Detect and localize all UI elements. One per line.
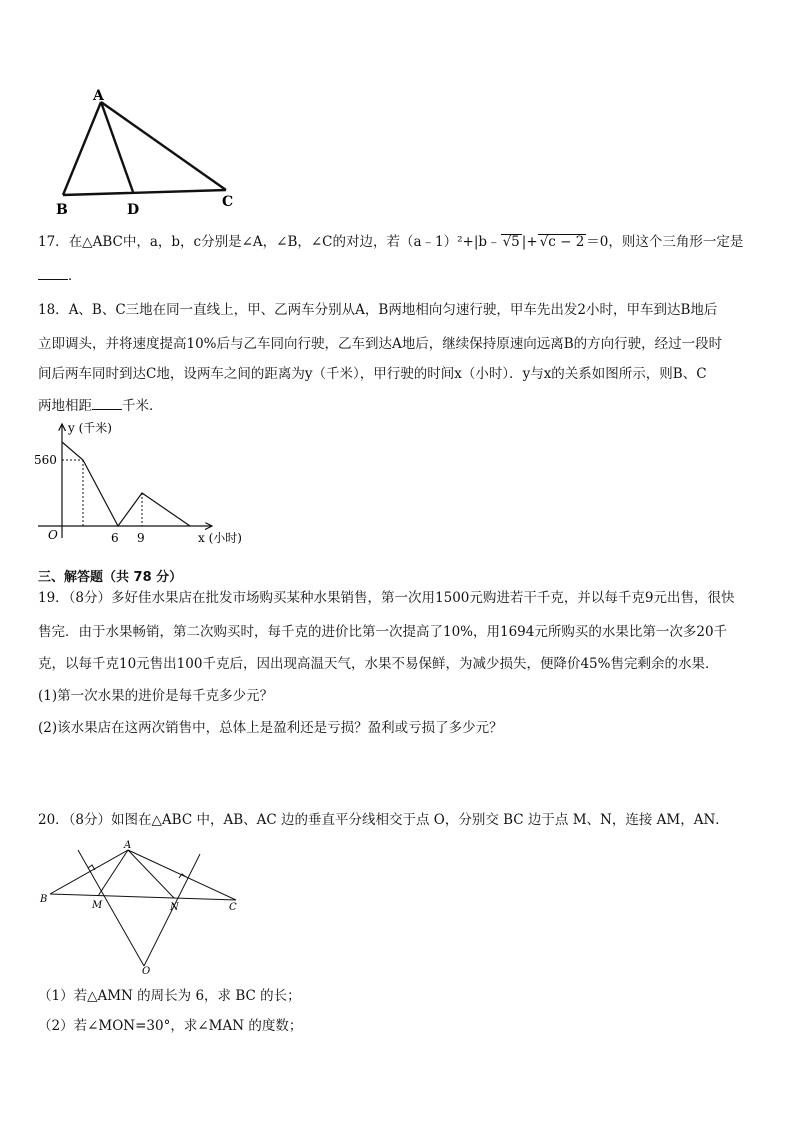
q18-line4-b: 千米． xyxy=(122,398,163,414)
q18-number: 18． xyxy=(38,302,69,318)
question-19-line2: 售完．由于水果畅销，第二次购买时，每千克的进价比第一次提高了10%，用1694元所购买的水果比第一次多20千 xyxy=(38,624,728,640)
x-tick-9: 9 xyxy=(137,531,145,545)
fig20-label-o: O xyxy=(142,966,151,977)
question-18-line3: 间后两车同时到达C地，设两车之间的距离为y（千米），甲行驶的时间x（小时）．y与x的关系如图所示，则B、C xyxy=(38,366,707,382)
fig20-label-c: C xyxy=(229,902,237,913)
question-17-line1 xyxy=(38,232,743,252)
question-18-line4 xyxy=(38,396,163,416)
y-tick-560: 560 xyxy=(34,453,57,467)
question-18-line1 xyxy=(38,300,717,320)
question-19-line3: 克，以每千克10元售出100千克后，因出现高温天气，水果不易保鲜，为减少损失，便降价45%售完剩余的水果． xyxy=(38,656,719,672)
q17-line2-tail: ． xyxy=(68,268,82,284)
x-axis-label: x (小时) xyxy=(198,531,242,545)
question-18-line2: 立即调头，并将速度提高10%后与乙车同向行驶，乙车到达A地后，继续保持原速向远离B的方向行驶，经过一段时 xyxy=(38,336,723,352)
fig20-label-m: M xyxy=(92,900,103,911)
label-a: A xyxy=(93,88,104,104)
question-20-sub2: （2）若∠MON=30°，求∠MAN 的度数； xyxy=(38,1018,303,1034)
q18-answer-blank[interactable] xyxy=(92,397,122,410)
q18-line1: A、B、C三地在同一直线上，甲、乙两车分别从A，B两地相向匀速行驶，甲车先出发2小时，甲车到达B地后 xyxy=(68,302,718,318)
q17-text-c: ＝0，则这个三角形一定是 xyxy=(586,234,744,250)
q17-answer-blank[interactable] xyxy=(38,267,68,280)
q17-sqrt2: √c − 2 xyxy=(539,234,585,250)
fig20-label-a: A xyxy=(124,840,132,851)
x-tick-6: 6 xyxy=(111,531,119,545)
y-axis-label: y (千米) xyxy=(68,421,112,435)
question-20-sub1: （1）若△AMN 的周长为 6，求 BC 的长； xyxy=(38,988,301,1004)
question-20-line1: 20．（8分）如图在△ABC 中，AB、AC 边的垂直平分线相交于点 O，分别交 BC 边于点 M、N，连接 AM，AN． xyxy=(38,812,729,828)
triangle-abc-figure xyxy=(50,80,250,220)
fig20-label-b: B xyxy=(40,894,48,905)
label-c: C xyxy=(222,194,234,210)
question-19-sub2: (2)该水果店在这两次销售中，总体上是盈利还是亏损？盈利或亏损了多少元？ xyxy=(38,720,503,736)
question-19-sub1: (1)第一次水果的进价是每千克多少元？ xyxy=(38,688,274,704)
q17-text-b: |+ xyxy=(521,234,538,250)
distance-time-graph xyxy=(30,418,260,553)
fig20-label-n: N xyxy=(170,902,179,913)
question-17-line2 xyxy=(38,266,82,286)
question-19-line1: 19．（8分）多好佳水果店在批发市场购买某种水果销售，第一次用1500元购进若干千克，并以每千克9元出售，很快 xyxy=(38,590,735,606)
distance-curve xyxy=(62,442,190,526)
q17-number: 17． xyxy=(38,234,69,250)
perpendicular-bisector-figure xyxy=(36,838,246,978)
section-3-title: 三、解答题（共 78 分） xyxy=(38,570,183,585)
label-d: D xyxy=(127,202,140,218)
q17-text-a: 在△ABC中，a，b，c分别是∠A，∠B，∠C的对边，若（a﹣1）²+|b﹣ xyxy=(68,234,501,250)
label-b: B xyxy=(56,202,68,218)
origin-label: O xyxy=(48,528,58,542)
q17-sqrt1: √5 xyxy=(502,234,520,250)
q18-line4-a: 两地相距 xyxy=(38,398,92,414)
